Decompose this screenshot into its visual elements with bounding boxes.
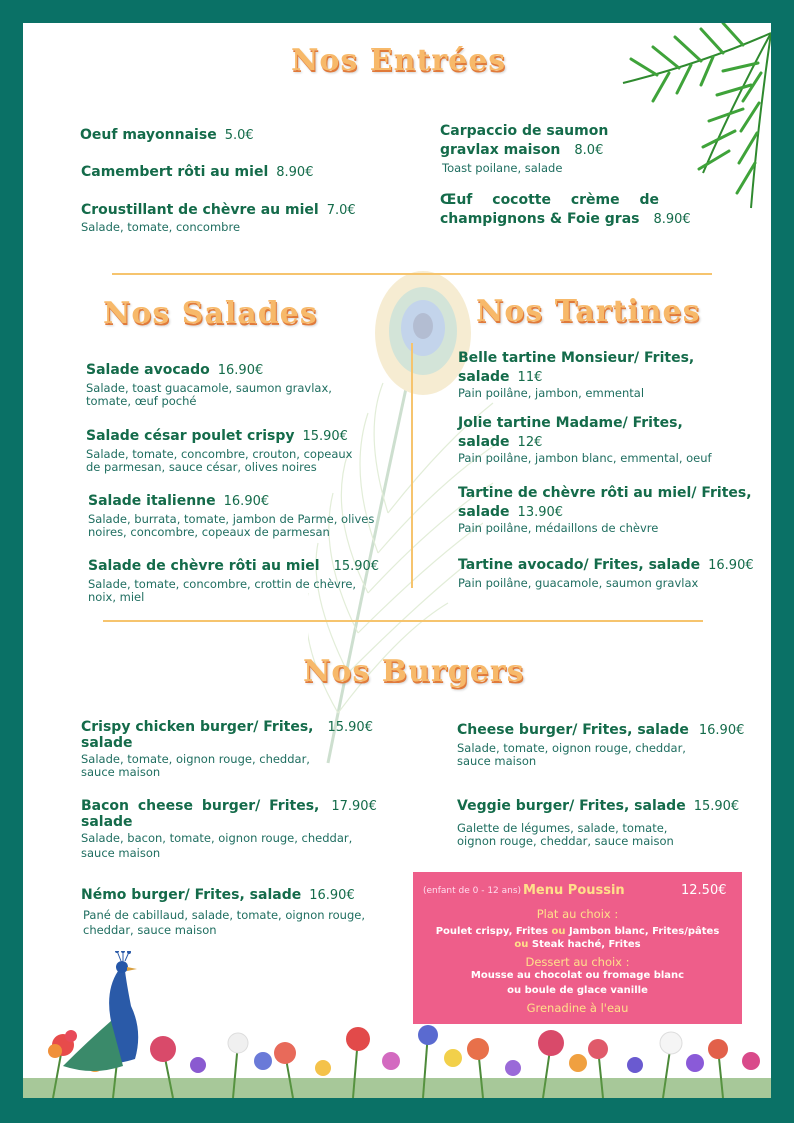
item-description: Salade, tomate, concombre, crottin de chèvre,	[88, 577, 357, 591]
item-name: Némo burger/ Frites, salade	[81, 887, 302, 903]
item-price: 8.0€	[574, 143, 604, 158]
kids-menu-plat-label: Plat au choix :	[536, 907, 619, 921]
item-price: 13.90€	[517, 505, 564, 520]
item-name: Belle tartine Monsieur/ Frites,	[458, 350, 695, 366]
item-description: de parmesan, sauce césar, olives noires	[86, 460, 317, 474]
item-name: Salade césar poulet crispy	[86, 428, 295, 444]
kids-plat-option: Jambon blanc, Frites/pâtes	[568, 926, 720, 937]
item-description: tomate, œuf poché	[86, 394, 197, 408]
item-description: noires, concombre, copeaux de parmesan	[88, 525, 330, 539]
item-name-cont: salade	[458, 504, 510, 520]
item-name: Veggie burger/ Frites, salade	[457, 798, 686, 814]
item-name: Jolie tartine Madame/ Frites,	[458, 415, 683, 431]
item-description: Galette de légumes, salade, tomate,	[457, 821, 668, 835]
item-price: 16.90€	[223, 494, 270, 509]
item-price: 16.90€	[698, 723, 745, 738]
item-description: Salade, tomate, concombre	[81, 220, 241, 234]
kids-menu-drink: Grenadine à l'eau	[526, 1001, 629, 1015]
item-description: Pané de cabillaud, salade, tomate, oignon rouge,	[83, 908, 366, 922]
item-description: sauce maison	[81, 765, 161, 779]
menu-item	[86, 359, 332, 408]
item-price: 8.90€	[653, 212, 691, 227]
item-description: Pain poilâne, médaillons de chèvre	[458, 521, 659, 535]
column-divider	[411, 343, 413, 588]
item-description: Pain poilâne, guacamole, saumon gravlax	[458, 576, 699, 590]
item-description: sauce maison	[81, 846, 161, 860]
section-title-entrees: Nos Entrées	[291, 43, 507, 78]
item-price: 15.90€	[327, 720, 373, 735]
item-name: Crispy chicken burger/ Frites,	[81, 719, 314, 735]
item-description: cheddar, sauce maison	[83, 923, 217, 937]
item-name: Salade avocado	[86, 362, 210, 378]
item-name: Oeuf mayonnaise	[80, 127, 217, 143]
item-name: Camembert rôti au miel	[81, 164, 269, 180]
menu-item	[81, 884, 365, 937]
item-name: Croustillant de chèvre au miel	[81, 202, 319, 218]
menu-item	[458, 350, 694, 400]
item-name: Salade italienne	[88, 493, 216, 509]
menu-page	[23, 23, 771, 1098]
item-name: Bacon cheese burger/ Frites,	[81, 798, 320, 814]
kids-menu-dessert-label: Dessert au choix :	[525, 955, 630, 969]
item-price: 5.0€	[224, 128, 254, 143]
item-name-cont: gravlax maison	[440, 142, 561, 158]
item-price: 17.90€	[331, 799, 377, 814]
menu-item	[80, 124, 254, 143]
menu-item	[457, 795, 739, 848]
item-description: Salade, burrata, tomate, jambon de Parme, olives	[88, 512, 375, 526]
item-price: 16.90€	[217, 363, 264, 378]
item-name: Carpaccio de saumon	[440, 123, 609, 139]
item-description: Salade, tomate, concombre, crouton, copeaux	[86, 447, 353, 461]
item-description: noix, miel	[88, 590, 145, 604]
menu-item	[88, 555, 379, 604]
item-name-cont: salade	[458, 434, 510, 450]
kids-menu-price: 12.50€	[681, 883, 727, 898]
kids-menu-body	[413, 907, 742, 1015]
item-name: Cheese burger/ Frites, salade	[457, 722, 689, 738]
menu-item	[440, 123, 608, 175]
section-title-salades: Nos Salades	[103, 296, 318, 331]
item-name-cont: salade	[81, 735, 133, 751]
item-description: Toast poilane, salade	[442, 161, 563, 175]
item-price: 16.90€	[309, 888, 355, 903]
kids-dessert-option: ou boule de glace vanille	[507, 985, 648, 996]
item-price: 16.90€	[708, 558, 754, 573]
menu-item	[458, 554, 754, 590]
item-price: 11€	[517, 370, 543, 385]
kids-menu-title: Menu Poussin	[523, 883, 625, 898]
kids-or-word: ou	[551, 926, 566, 937]
divider	[112, 273, 712, 275]
item-description: Salade, tomate, oignon rouge, cheddar,	[81, 752, 310, 766]
item-name: Tartine avocado/ Frites, salade	[458, 557, 701, 573]
item-description: Salade, toast guacamole, saumon gravlax,	[86, 381, 332, 395]
divider	[103, 620, 703, 622]
peacock-illustration	[43, 951, 148, 1081]
menu-item	[440, 192, 691, 227]
kids-dessert-option: Mousse au chocolat ou fromage blanc	[470, 970, 685, 981]
menu-item	[458, 485, 752, 535]
item-price: 15.90€	[693, 799, 740, 814]
item-price: 15.90€	[302, 429, 348, 444]
item-name-cont: champignons & Foie gras	[440, 211, 640, 227]
item-description: oignon rouge, cheddar, sauce maison	[457, 834, 674, 848]
menu-item	[88, 490, 374, 539]
kids-or-word: ou	[514, 939, 529, 950]
item-description: Salade, bacon, tomate, oignon rouge, cheddar,	[81, 831, 353, 845]
item-name: Tartine de chèvre rôti au miel/ Frites,	[458, 485, 752, 501]
palm-leaf-illustration	[583, 23, 771, 213]
menu-item	[458, 415, 712, 465]
item-description: sauce maison	[457, 754, 537, 768]
kids-menu-age: (enfant de 0 - 12 ans)	[423, 886, 522, 896]
kids-plat-option: Poulet crispy, Frites	[435, 926, 548, 937]
item-price: 12€	[517, 435, 543, 450]
item-name-cont: salade	[81, 814, 133, 830]
item-name: Œuf cocotte crème de	[440, 192, 660, 208]
item-description: Pain poilâne, jambon, emmental	[458, 386, 645, 400]
kids-menu-box	[413, 872, 742, 1024]
menu-item	[81, 199, 356, 234]
item-name-cont: salade	[458, 369, 510, 385]
item-name: Salade de chèvre rôti au miel	[88, 558, 320, 574]
item-price: 8.90€	[276, 165, 314, 180]
menu-item	[81, 161, 313, 180]
kids-plat-option: Steak haché, Frites	[531, 939, 641, 950]
kids-menu-header	[413, 882, 742, 902]
menu-item	[457, 719, 744, 768]
item-description: Pain poilâne, jambon blanc, emmental, oeuf	[458, 451, 712, 465]
menu-item	[81, 795, 377, 860]
menu-item	[81, 716, 373, 779]
section-title-tartines: Nos Tartines	[476, 294, 701, 329]
item-description: Salade, tomate, oignon rouge, cheddar,	[457, 741, 686, 755]
item-price: 7.0€	[326, 203, 356, 218]
item-price: 15.90€	[333, 559, 380, 574]
section-title-burgers: Nos Burgers	[303, 654, 525, 689]
menu-item	[86, 425, 352, 474]
